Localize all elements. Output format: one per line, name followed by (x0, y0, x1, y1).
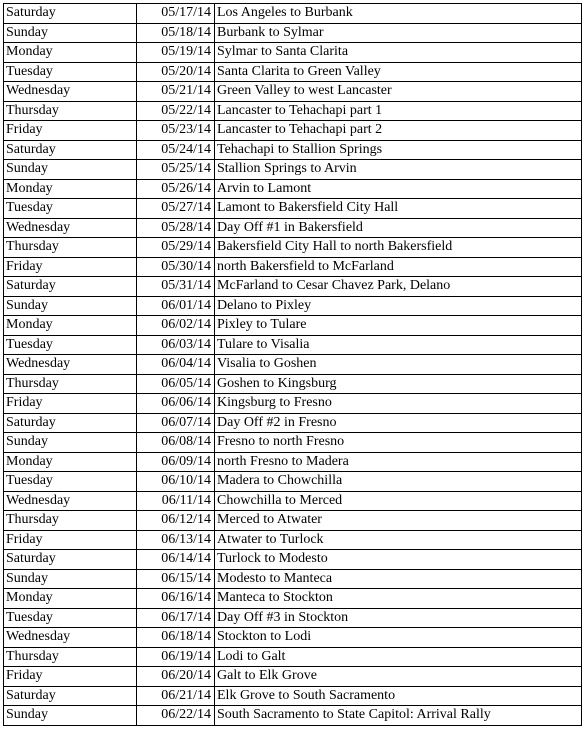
table-row (4, 82, 582, 102)
day-cell: Wednesday (4, 491, 137, 511)
route-cell: South Sacramento to State Capitol: Arrival Rally (215, 706, 582, 726)
date-cell: 05/17/14 (137, 4, 215, 24)
route-cell: Day Off #2 in Fresno (215, 413, 582, 433)
route-cell: Galt to Elk Grove (215, 667, 582, 687)
table-row (4, 647, 582, 667)
day-cell: Tuesday (4, 335, 137, 355)
route-cell: north Bakersfield to McFarland (215, 257, 582, 277)
day-cell: Monday (4, 589, 137, 609)
date-cell: 06/02/14 (137, 316, 215, 336)
day-cell: Wednesday (4, 355, 137, 375)
route-cell: Madera to Chowchilla (215, 472, 582, 492)
table-row (4, 433, 582, 453)
route-cell: Tulare to Visalia (215, 335, 582, 355)
table-row (4, 121, 582, 141)
day-cell: Thursday (4, 374, 137, 394)
route-cell: Visalia to Goshen (215, 355, 582, 375)
date-cell: 05/26/14 (137, 179, 215, 199)
date-cell: 06/19/14 (137, 647, 215, 667)
day-cell: Tuesday (4, 199, 137, 219)
date-cell: 05/22/14 (137, 101, 215, 121)
table-row (4, 199, 582, 219)
date-cell: 06/15/14 (137, 569, 215, 589)
day-cell: Monday (4, 179, 137, 199)
day-cell: Thursday (4, 101, 137, 121)
day-cell: Wednesday (4, 218, 137, 238)
day-cell: Friday (4, 121, 137, 141)
date-cell: 06/09/14 (137, 452, 215, 472)
table-row (4, 511, 582, 531)
route-cell: Day Off #3 in Stockton (215, 608, 582, 628)
route-cell: Delano to Pixley (215, 296, 582, 316)
day-cell: Sunday (4, 160, 137, 180)
route-cell: Lancaster to Tehachapi part 2 (215, 121, 582, 141)
day-cell: Thursday (4, 238, 137, 258)
date-cell: 05/18/14 (137, 23, 215, 43)
table-row (4, 686, 582, 706)
table-row (4, 706, 582, 726)
route-cell: Modesto to Manteca (215, 569, 582, 589)
date-cell: 06/13/14 (137, 530, 215, 550)
table-row (4, 394, 582, 414)
route-cell: Arvin to Lamont (215, 179, 582, 199)
table-row (4, 413, 582, 433)
day-cell: Saturday (4, 413, 137, 433)
day-cell: Monday (4, 452, 137, 472)
day-cell: Wednesday (4, 628, 137, 648)
route-cell: Stockton to Lodi (215, 628, 582, 648)
day-cell: Sunday (4, 569, 137, 589)
date-cell: 06/01/14 (137, 296, 215, 316)
day-cell: Tuesday (4, 608, 137, 628)
date-cell: 06/17/14 (137, 608, 215, 628)
table-row (4, 257, 582, 277)
route-cell: Santa Clarita to Green Valley (215, 62, 582, 82)
route-cell: Stallion Springs to Arvin (215, 160, 582, 180)
table-row (4, 43, 582, 63)
date-cell: 05/25/14 (137, 160, 215, 180)
table-row (4, 608, 582, 628)
route-cell: Day Off #1 in Bakersfield (215, 218, 582, 238)
route-cell: Pixley to Tulare (215, 316, 582, 336)
table-row (4, 589, 582, 609)
route-cell: north Fresno to Madera (215, 452, 582, 472)
table-row (4, 452, 582, 472)
date-cell: 05/28/14 (137, 218, 215, 238)
date-cell: 06/04/14 (137, 355, 215, 375)
day-cell: Friday (4, 257, 137, 277)
route-cell: Tehachapi to Stallion Springs (215, 140, 582, 160)
date-cell: 05/29/14 (137, 238, 215, 258)
route-cell: Goshen to Kingsburg (215, 374, 582, 394)
date-cell: 05/30/14 (137, 257, 215, 277)
day-cell: Monday (4, 316, 137, 336)
date-cell: 05/19/14 (137, 43, 215, 63)
date-cell: 06/12/14 (137, 511, 215, 531)
day-cell: Saturday (4, 686, 137, 706)
date-cell: 06/22/14 (137, 706, 215, 726)
table-row (4, 4, 582, 24)
route-cell: Los Angeles to Burbank (215, 4, 582, 24)
table-row (4, 374, 582, 394)
day-cell: Saturday (4, 4, 137, 24)
route-cell: Burbank to Sylmar (215, 23, 582, 43)
date-cell: 06/10/14 (137, 472, 215, 492)
route-cell: Sylmar to Santa Clarita (215, 43, 582, 63)
date-cell: 06/20/14 (137, 667, 215, 687)
day-cell: Thursday (4, 647, 137, 667)
table-row (4, 316, 582, 336)
date-cell: 06/05/14 (137, 374, 215, 394)
route-cell: Atwater to Turlock (215, 530, 582, 550)
table-row (4, 335, 582, 355)
table-row (4, 530, 582, 550)
day-cell: Wednesday (4, 82, 137, 102)
table-row (4, 23, 582, 43)
route-cell: Green Valley to west Lancaster (215, 82, 582, 102)
date-cell: 05/21/14 (137, 82, 215, 102)
table-row (4, 491, 582, 511)
table-row (4, 550, 582, 570)
day-cell: Sunday (4, 23, 137, 43)
date-cell: 06/14/14 (137, 550, 215, 570)
route-cell: Turlock to Modesto (215, 550, 582, 570)
date-cell: 06/21/14 (137, 686, 215, 706)
day-cell: Saturday (4, 277, 137, 297)
date-cell: 05/23/14 (137, 121, 215, 141)
route-cell: Fresno to north Fresno (215, 433, 582, 453)
table-row (4, 238, 582, 258)
date-cell: 06/08/14 (137, 433, 215, 453)
route-cell: Lamont to Bakersfield City Hall (215, 199, 582, 219)
route-cell: Bakersfield City Hall to north Bakersfield (215, 238, 582, 258)
table-row (4, 472, 582, 492)
route-cell: Manteca to Stockton (215, 589, 582, 609)
table-row (4, 160, 582, 180)
table-row (4, 296, 582, 316)
route-cell: Lancaster to Tehachapi part 1 (215, 101, 582, 121)
day-cell: Sunday (4, 296, 137, 316)
date-cell: 05/24/14 (137, 140, 215, 160)
day-cell: Tuesday (4, 472, 137, 492)
table-row (4, 140, 582, 160)
table-row (4, 569, 582, 589)
table-row (4, 62, 582, 82)
day-cell: Friday (4, 530, 137, 550)
date-cell: 06/07/14 (137, 413, 215, 433)
route-cell: Kingsburg to Fresno (215, 394, 582, 414)
day-cell: Tuesday (4, 62, 137, 82)
table-row (4, 218, 582, 238)
date-cell: 06/18/14 (137, 628, 215, 648)
date-cell: 06/03/14 (137, 335, 215, 355)
schedule-table (3, 3, 582, 726)
table-row (4, 628, 582, 648)
schedule-table-body (4, 4, 582, 726)
table-row (4, 101, 582, 121)
day-cell: Saturday (4, 550, 137, 570)
day-cell: Monday (4, 43, 137, 63)
date-cell: 06/16/14 (137, 589, 215, 609)
date-cell: 06/11/14 (137, 491, 215, 511)
date-cell: 05/27/14 (137, 199, 215, 219)
route-cell: Chowchilla to Merced (215, 491, 582, 511)
date-cell: 06/06/14 (137, 394, 215, 414)
day-cell: Thursday (4, 511, 137, 531)
table-row (4, 667, 582, 687)
route-cell: McFarland to Cesar Chavez Park, Delano (215, 277, 582, 297)
day-cell: Sunday (4, 706, 137, 726)
day-cell: Saturday (4, 140, 137, 160)
table-row (4, 179, 582, 199)
table-row (4, 355, 582, 375)
day-cell: Friday (4, 667, 137, 687)
date-cell: 05/31/14 (137, 277, 215, 297)
route-cell: Elk Grove to South Sacramento (215, 686, 582, 706)
day-cell: Sunday (4, 433, 137, 453)
day-cell: Friday (4, 394, 137, 414)
table-row (4, 277, 582, 297)
route-cell: Lodi to Galt (215, 647, 582, 667)
date-cell: 05/20/14 (137, 62, 215, 82)
route-cell: Merced to Atwater (215, 511, 582, 531)
